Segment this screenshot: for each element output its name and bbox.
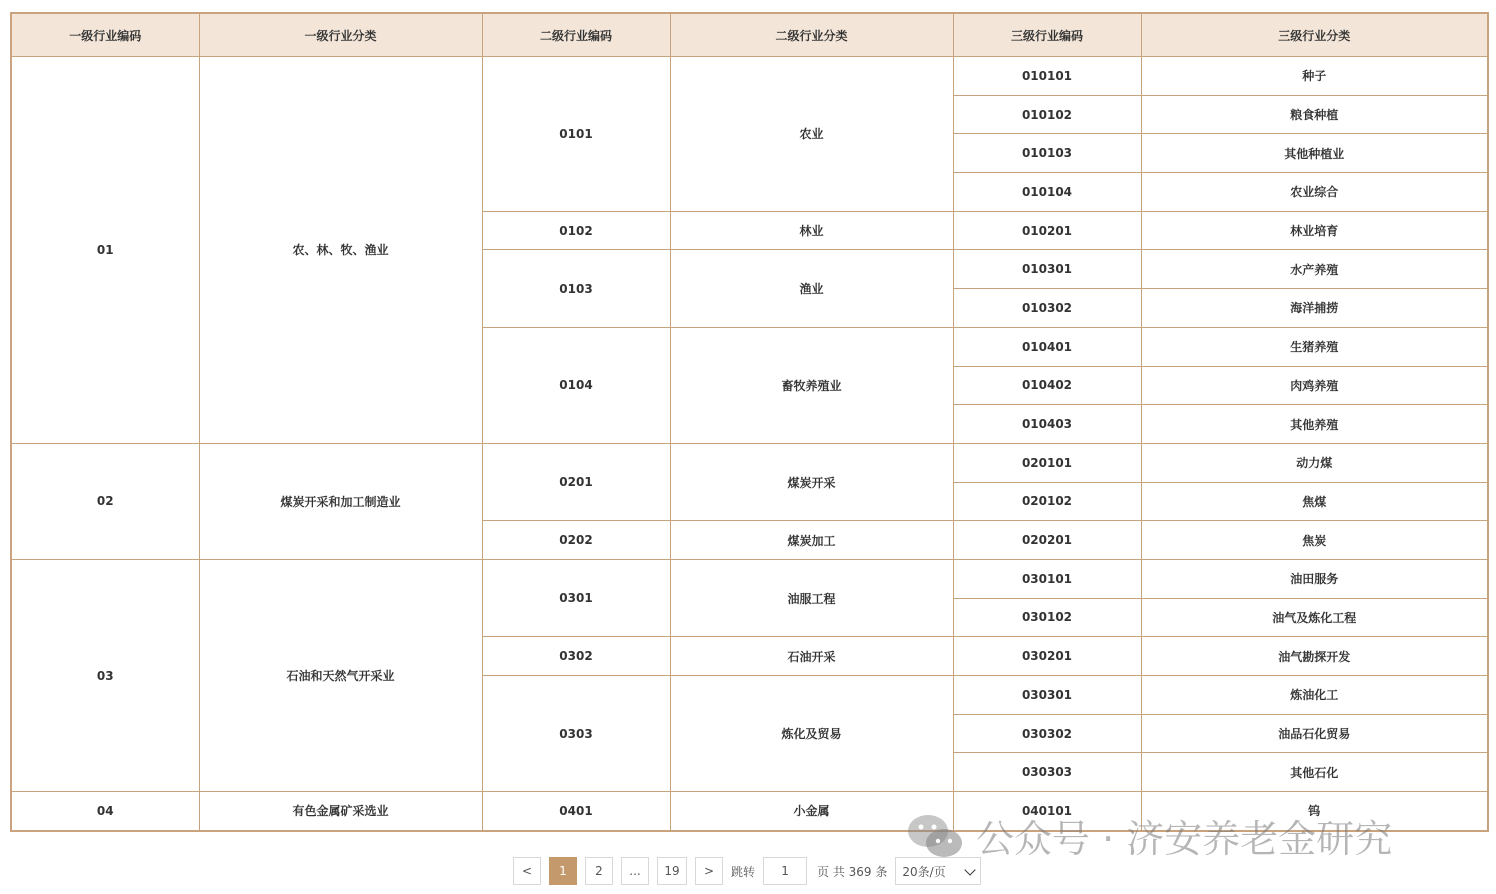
- level2-name-cell: 油服工程: [670, 559, 953, 636]
- level2-code-cell: 0101: [482, 57, 670, 212]
- level1-code-cell: 01: [11, 57, 199, 444]
- level2-name-cell: 农业: [670, 57, 953, 212]
- level2-name-cell: 林业: [670, 211, 953, 250]
- level3-name-cell: 油气勘探开发: [1141, 637, 1488, 676]
- level2-name-cell: 小金属: [670, 792, 953, 831]
- header-level2-name: 二级行业分类: [670, 13, 953, 57]
- level3-code-cell: 030301: [953, 676, 1141, 715]
- level3-name-cell: 其他种植业: [1141, 134, 1488, 173]
- level3-code-cell: 010401: [953, 327, 1141, 366]
- level3-code-cell: 030101: [953, 559, 1141, 598]
- header-level2-code: 二级行业编码: [482, 13, 670, 57]
- level3-name-cell: 林业培育: [1141, 211, 1488, 250]
- level3-code-cell: 030102: [953, 598, 1141, 637]
- level3-name-cell: 钨: [1141, 792, 1488, 831]
- page-button-2[interactable]: 2: [585, 857, 613, 885]
- level3-name-cell: 油气及炼化工程: [1141, 598, 1488, 637]
- wechat-icon: [906, 811, 964, 861]
- level3-code-cell: 030201: [953, 637, 1141, 676]
- page-size-value: 20条/页: [902, 864, 946, 879]
- level2-name-cell: 渔业: [670, 250, 953, 327]
- page-ellipsis[interactable]: ...: [621, 857, 649, 885]
- level1-code-cell: 03: [11, 559, 199, 791]
- level2-name-cell: 煤炭加工: [670, 521, 953, 560]
- level1-code-cell: 02: [11, 443, 199, 559]
- level3-name-cell: 其他石化: [1141, 753, 1488, 792]
- watermark-text: 公众号 · 济安养老金研究: [976, 817, 1393, 861]
- level3-name-cell: 肉鸡养殖: [1141, 366, 1488, 405]
- total-count-text: 页 共 369 条: [817, 864, 888, 879]
- level2-code-cell: 0301: [482, 559, 670, 636]
- level3-name-cell: 动力煤: [1141, 443, 1488, 482]
- level1-name-cell: 煤炭开采和加工制造业: [199, 443, 482, 559]
- level2-name-cell: 石油开采: [670, 637, 953, 676]
- level1-name-cell: 农、林、牧、渔业: [199, 57, 482, 444]
- header-level1-name: 一级行业分类: [199, 13, 482, 57]
- level3-name-cell: 农业综合: [1141, 173, 1488, 212]
- header-level1-code: 一级行业编码: [11, 13, 199, 57]
- page-button-19[interactable]: 19: [657, 857, 687, 885]
- level1-name-cell: 有色金属矿采选业: [199, 792, 482, 831]
- level3-code-cell: 030303: [953, 753, 1141, 792]
- table-row: [11, 443, 1488, 482]
- level3-code-cell: 020201: [953, 521, 1141, 560]
- level2-name-cell: 煤炭开采: [670, 443, 953, 520]
- jump-label: 跳转: [731, 864, 756, 879]
- table-row: [11, 57, 1488, 96]
- level3-name-cell: 海洋捕捞: [1141, 289, 1488, 328]
- header-level3-name: 三级行业分类: [1141, 13, 1488, 57]
- level3-code-cell: 020101: [953, 443, 1141, 482]
- level3-name-cell: 种子: [1141, 57, 1488, 96]
- level3-code-cell: 020102: [953, 482, 1141, 521]
- table-header-row: [11, 13, 1488, 57]
- level2-name-cell: 炼化及贸易: [670, 676, 953, 792]
- level3-name-cell: 粮食种植: [1141, 95, 1488, 134]
- level2-code-cell: 0201: [482, 443, 670, 520]
- level3-code-cell: 010402: [953, 366, 1141, 405]
- jump-page-input[interactable]: 1: [763, 857, 807, 885]
- level3-code-cell: 010302: [953, 289, 1141, 328]
- level3-code-cell: 010301: [953, 250, 1141, 289]
- prev-page-button[interactable]: <: [513, 857, 541, 885]
- industry-classification-table: [10, 12, 1489, 832]
- table-body: [11, 57, 1488, 831]
- level2-code-cell: 0303: [482, 676, 670, 792]
- level3-code-cell: 030302: [953, 714, 1141, 753]
- next-page-button[interactable]: >: [695, 857, 723, 885]
- level2-code-cell: 0102: [482, 211, 670, 250]
- level3-code-cell: 010201: [953, 211, 1141, 250]
- table-row: [11, 559, 1488, 598]
- level2-code-cell: 0103: [482, 250, 670, 327]
- page-button-1[interactable]: 1: [549, 857, 577, 885]
- level3-code-cell: 010103: [953, 134, 1141, 173]
- level3-name-cell: 油田服务: [1141, 559, 1488, 598]
- level3-code-cell: 010104: [953, 173, 1141, 212]
- level3-name-cell: 水产养殖: [1141, 250, 1488, 289]
- level3-name-cell: 焦炭: [1141, 521, 1488, 560]
- level2-code-cell: 0401: [482, 792, 670, 831]
- level3-name-cell: 焦煤: [1141, 482, 1488, 521]
- level3-code-cell: 010403: [953, 405, 1141, 444]
- level2-code-cell: 0202: [482, 521, 670, 560]
- level2-code-cell: 0104: [482, 327, 670, 443]
- level3-name-cell: 生猪养殖: [1141, 327, 1488, 366]
- level1-code-cell: 04: [11, 792, 199, 831]
- header-level3-code: 三级行业编码: [953, 13, 1141, 57]
- level3-code-cell: 010101: [953, 57, 1141, 96]
- level1-name-cell: 石油和天然气开采业: [199, 559, 482, 791]
- level3-name-cell: 炼油化工: [1141, 676, 1488, 715]
- watermark: [906, 808, 1392, 863]
- level3-code-cell: 010102: [953, 95, 1141, 134]
- level2-name-cell: 畜牧养殖业: [670, 327, 953, 443]
- level3-code-cell: 040101: [953, 792, 1141, 831]
- chevron-down-icon: [965, 864, 976, 875]
- level3-name-cell: 其他养殖: [1141, 405, 1488, 444]
- level3-name-cell: 油品石化贸易: [1141, 714, 1488, 753]
- level2-code-cell: 0302: [482, 637, 670, 676]
